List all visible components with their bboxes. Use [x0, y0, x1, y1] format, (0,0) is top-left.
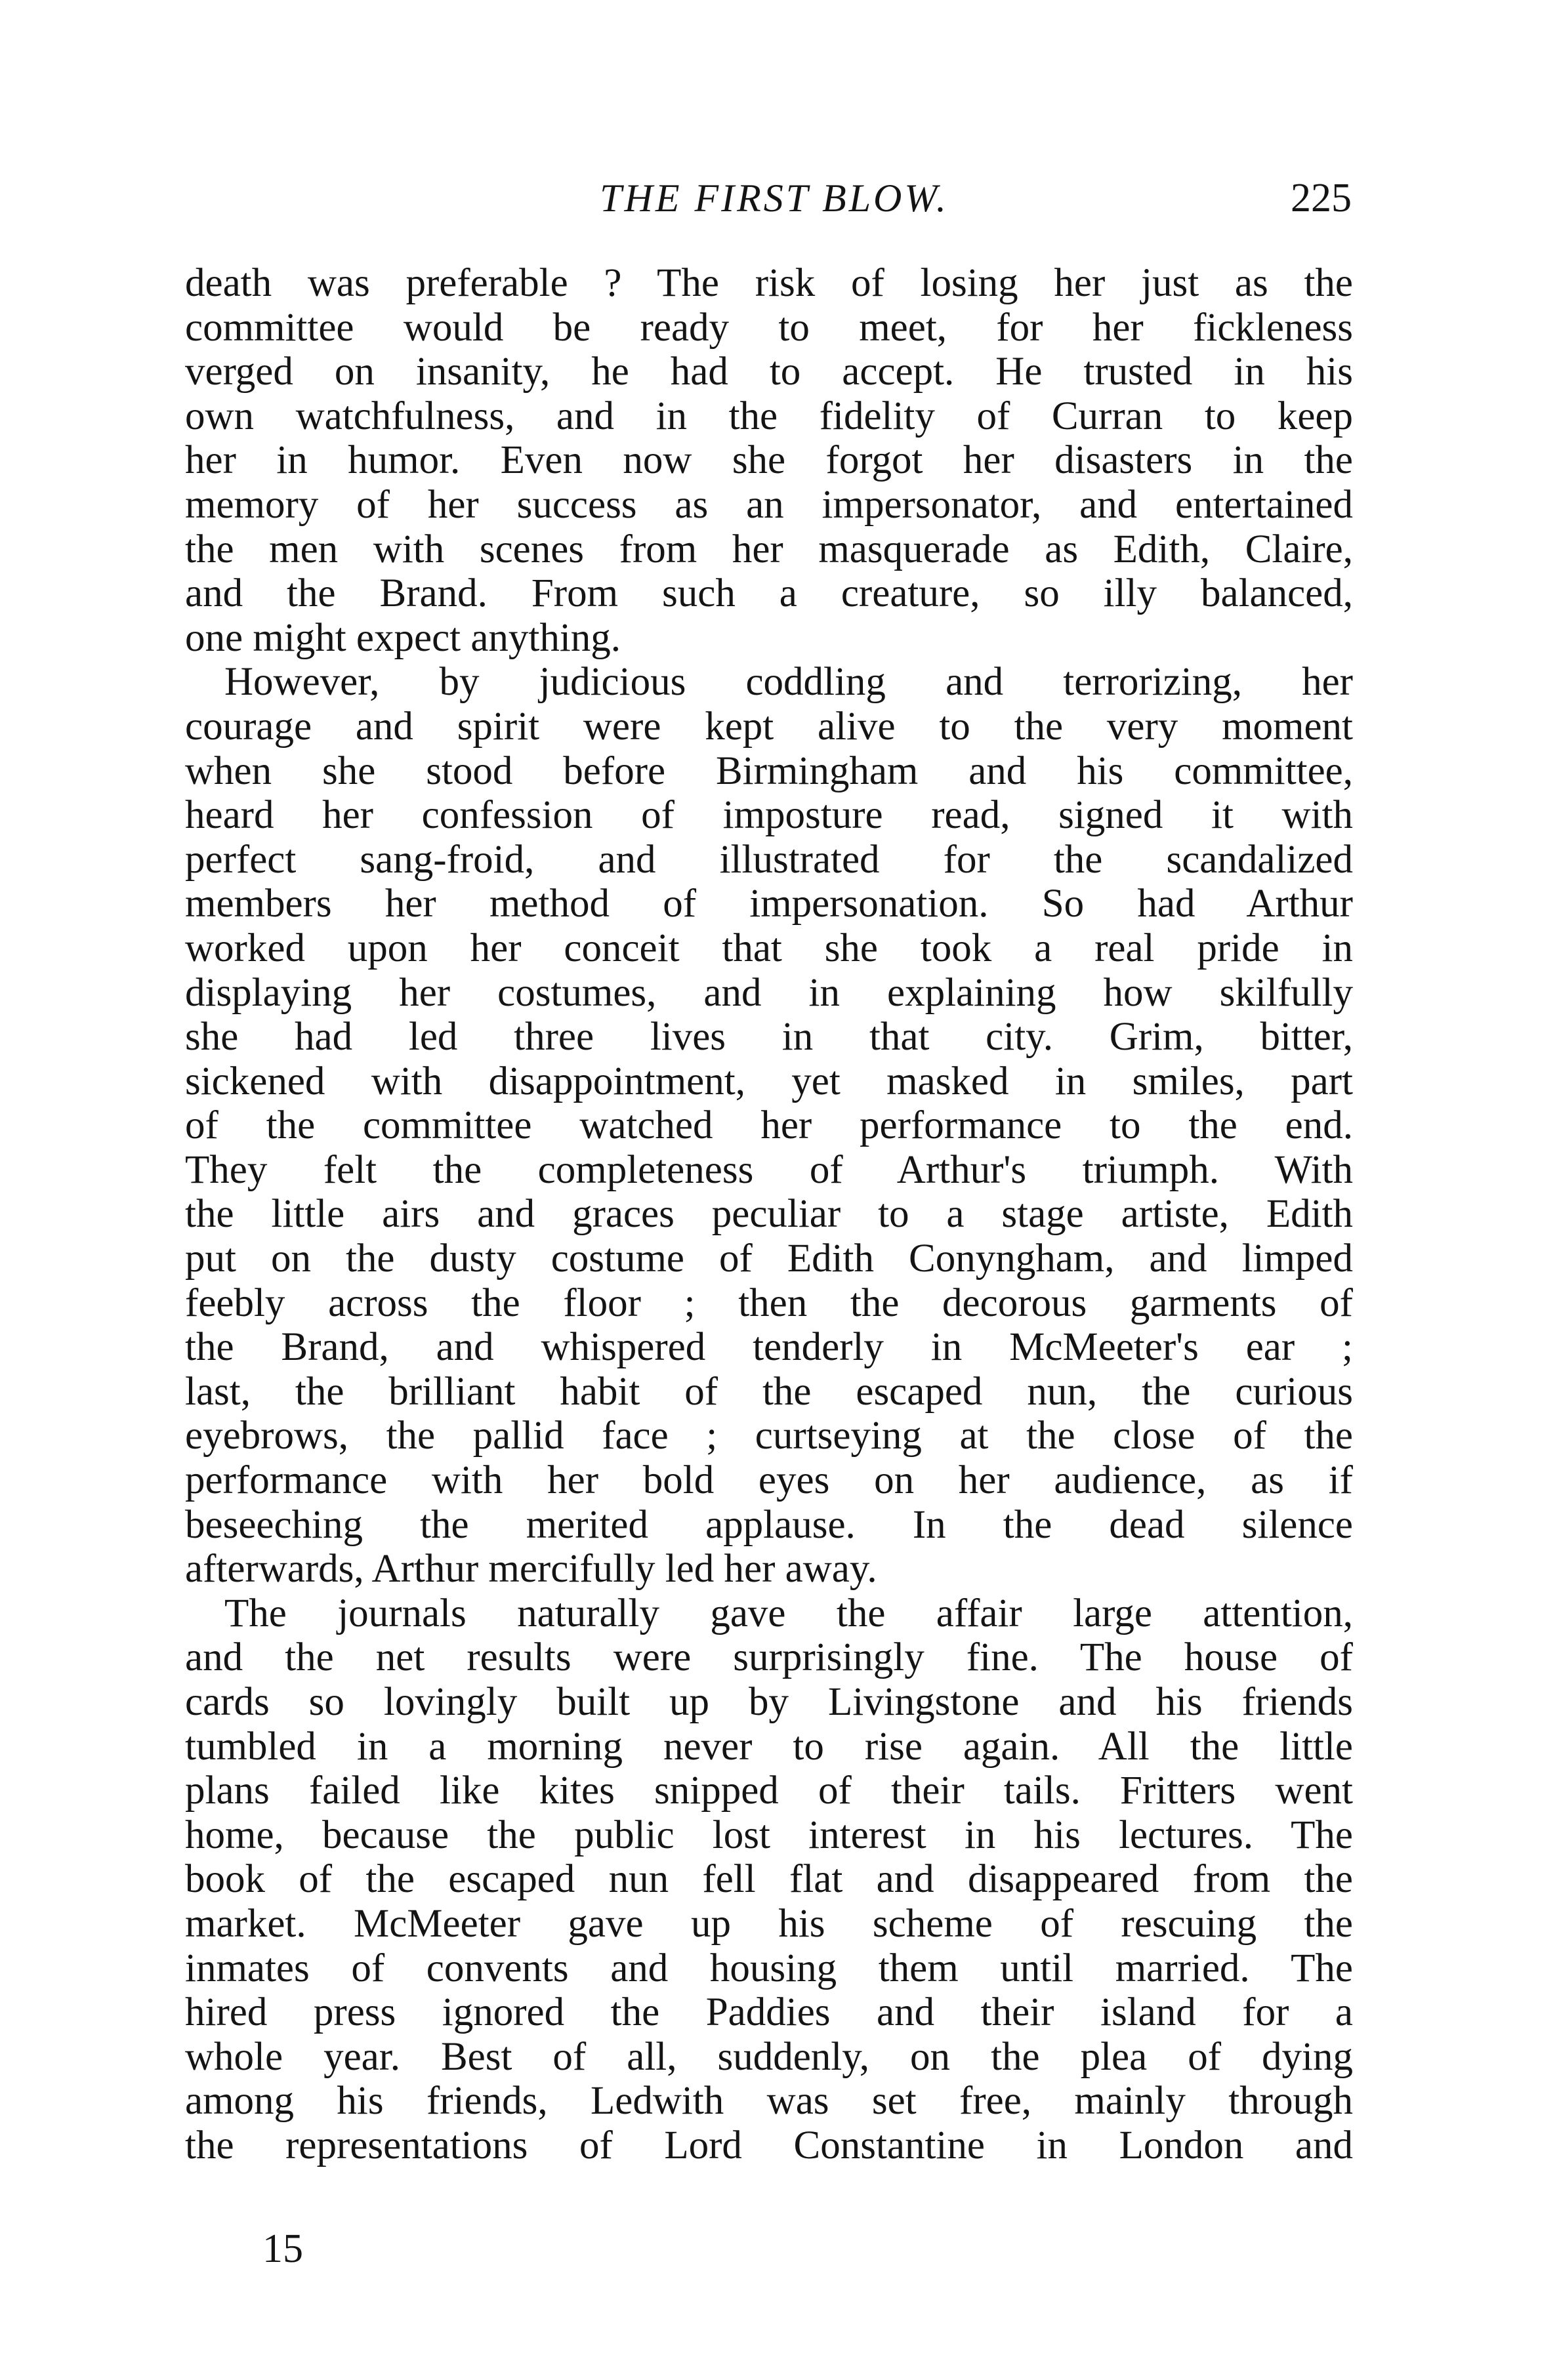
- text-line: sickened with disappointment, yet masked in smiles, part: [185, 1059, 1353, 1103]
- text-line: committee would be ready to meet, for her fickleness: [185, 305, 1353, 350]
- text-line: displaying her costumes, and in explaining how skilfully: [185, 970, 1353, 1015]
- text-line: the representations of Lord Constantine in London and: [185, 2123, 1353, 2167]
- text-line: members her method of impersonation. So had Arthur: [185, 882, 1353, 926]
- text-line: memory of her success as an impersonator, and entertained: [185, 482, 1353, 527]
- text-line: However, by judicious coddling and terrorizing, her: [224, 660, 1353, 705]
- text-line: of the committee watched her performance to the end.: [185, 1103, 1353, 1148]
- text-line: among his friends, Ledwith was set free, mainly through: [185, 2079, 1353, 2124]
- text-line: beseeching the merited applause. In the dead silence: [185, 1502, 1353, 1547]
- text-line: the Brand, and whispered tenderly in McMeeter's ear ;: [185, 1325, 1353, 1370]
- signature-mark: 15: [262, 2226, 303, 2271]
- text-line: when she stood before Birmingham and his committee,: [185, 749, 1353, 793]
- text-line: tumbled in a morning never to rise again. All the little: [185, 1724, 1353, 1769]
- text-line: whole year. Best of all, suddenly, on the plea of dying: [185, 2034, 1353, 2079]
- running-title: THE FIRST BLOW.: [600, 176, 949, 220]
- text-line: book of the escaped nun fell flat and disappeared from the: [185, 1857, 1353, 1902]
- text-line: cards so lovingly built up by Livingstone and his friends: [185, 1680, 1353, 1724]
- text-line: market. McMeeter gave up his scheme of rescuing the: [185, 1901, 1353, 1946]
- text-line: home, because the public lost interest in his lectures. The: [185, 1813, 1353, 1857]
- text-line: courage and spirit were kept alive to the very moment: [185, 704, 1353, 749]
- page-number: 225: [1291, 176, 1352, 220]
- text-line: heard her confession of imposture read, signed it with: [185, 793, 1353, 838]
- text-line: perfect sang-froid, and illustrated for the scandalized: [185, 837, 1353, 882]
- text-line: she had led three lives in that city. Grim, bitter,: [185, 1015, 1353, 1059]
- text-line: her in humor. Even now she forgot her disasters in the: [185, 438, 1353, 483]
- text-line: verged on insanity, he had to accept. He trusted in his: [185, 350, 1353, 394]
- text-line: one might expect anything.: [185, 615, 621, 660]
- text-line: and the Brand. From such a creature, so illy balanced,: [185, 571, 1353, 616]
- text-line: hired press ignored the Paddies and their island for a: [185, 1990, 1353, 2035]
- text-line: last, the brilliant habit of the escaped nun, the curious: [185, 1369, 1353, 1414]
- body-text: [185, 261, 1353, 2168]
- text-line: afterwards, Arthur mercifully led her away.: [185, 1547, 877, 1591]
- text-line: They felt the completeness of Arthur's triumph. With: [185, 1147, 1353, 1192]
- text-line: and the net results were surprisingly fine. The house of: [185, 1635, 1353, 1680]
- text-line: own watchfulness, and in the fidelity of Curran to keep: [185, 394, 1353, 438]
- text-line: inmates of convents and housing them until married. The: [185, 1946, 1353, 1990]
- text-line: put on the dusty costume of Edith Conyngham, and limped: [185, 1237, 1353, 1281]
- text-line: worked upon her conceit that she took a real pride in: [185, 926, 1353, 970]
- page-header: [197, 172, 1352, 224]
- text-line: the men with scenes from her masquerade as Edith, Claire,: [185, 527, 1353, 571]
- text-line: the little airs and graces peculiar to a stage artiste, Edith: [185, 1192, 1353, 1237]
- text-line: feebly across the floor ; then the decorous garments of: [185, 1281, 1353, 1325]
- text-line: The journals naturally gave the affair large attention,: [224, 1591, 1353, 1635]
- text-line: death was preferable ? The risk of losing her just as the: [185, 261, 1353, 305]
- text-line: performance with her bold eyes on her audience, as if: [185, 1458, 1353, 1503]
- text-line: plans failed like kites snipped of their tails. Fritters went: [185, 1769, 1353, 1813]
- text-line: eyebrows, the pallid face ; curtseying at the close of the: [185, 1414, 1353, 1458]
